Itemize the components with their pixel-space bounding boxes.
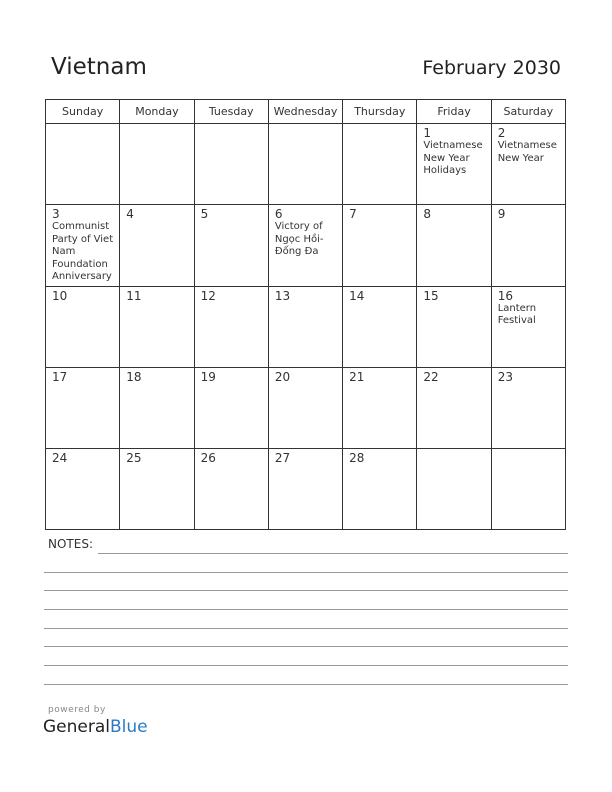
logo-general-text: General xyxy=(43,717,110,737)
holiday-label: Lantern Festival xyxy=(497,302,537,326)
day-cell xyxy=(343,367,417,448)
calendar-country-title: Vietnam xyxy=(51,54,147,80)
day-cell xyxy=(46,367,120,448)
day-cell xyxy=(268,367,342,448)
day-cell xyxy=(417,205,491,287)
week-row xyxy=(46,124,566,205)
day-cell xyxy=(120,286,194,367)
notes-line xyxy=(98,553,568,554)
day-number: 2 xyxy=(497,126,506,140)
day-number: 24 xyxy=(52,450,68,465)
day-cell xyxy=(268,448,342,529)
day-cell xyxy=(46,124,120,205)
logo-blue-text: Blue xyxy=(110,717,148,737)
day-number: 11 xyxy=(126,288,142,303)
day-number: 1 xyxy=(423,126,432,140)
day-number: 20 xyxy=(274,369,291,384)
day-cell xyxy=(491,124,565,205)
day-cell xyxy=(46,205,120,287)
day-cell xyxy=(343,124,417,205)
day-cell xyxy=(120,205,194,287)
holiday-label: Vietnamese New Year Holidays xyxy=(423,140,483,176)
day-number: 16 xyxy=(497,288,513,303)
day-cell xyxy=(46,448,120,529)
week-row xyxy=(46,286,566,367)
day-cell xyxy=(417,367,491,448)
day-cell xyxy=(194,124,268,205)
day-cell xyxy=(417,124,491,205)
day-cell xyxy=(268,124,342,205)
holiday-label: Vietnamese New Year xyxy=(497,140,557,164)
notes-line xyxy=(44,646,568,647)
day-cell xyxy=(491,205,565,287)
day-cell xyxy=(417,286,491,367)
day-cell xyxy=(343,205,417,287)
day-cell xyxy=(417,448,491,529)
calendar-grid xyxy=(45,99,566,530)
day-cell xyxy=(268,286,342,367)
day-number: 6 xyxy=(274,207,283,221)
day-number: 28 xyxy=(349,450,365,465)
day-cell xyxy=(194,367,268,448)
generalblue-logo xyxy=(43,717,148,737)
day-cell xyxy=(268,205,342,287)
day-number: 7 xyxy=(349,207,357,221)
day-cell xyxy=(343,448,417,529)
week-row xyxy=(46,367,566,448)
day-number: 8 xyxy=(423,207,432,221)
notes-label: NOTES: xyxy=(48,537,93,551)
calendar-month-title: February 2030 xyxy=(422,57,561,79)
weekday-header: Sunday xyxy=(46,100,120,124)
day-cell xyxy=(491,286,565,367)
weekday-header: Monday xyxy=(120,100,194,124)
day-cell xyxy=(491,448,565,529)
day-cell xyxy=(491,367,565,448)
notes-line xyxy=(44,572,568,573)
day-number: 19 xyxy=(200,369,216,384)
day-number: 25 xyxy=(126,450,142,465)
day-number: 18 xyxy=(126,369,142,384)
day-number: 26 xyxy=(200,450,216,465)
weekday-header: Friday xyxy=(417,100,491,124)
day-number: 27 xyxy=(274,450,291,465)
day-number: 12 xyxy=(200,288,216,303)
day-cell xyxy=(194,286,268,367)
day-number: 5 xyxy=(200,207,209,221)
day-number: 22 xyxy=(423,369,439,384)
notes-line xyxy=(44,590,568,591)
weekday-header: Wednesday xyxy=(268,100,342,124)
day-cell xyxy=(343,286,417,367)
day-number: 15 xyxy=(423,288,439,303)
week-row xyxy=(46,205,566,287)
holiday-label: Victory of Ngọc Hồi-Đống Đa xyxy=(274,221,324,257)
day-number: 14 xyxy=(349,288,365,303)
day-number: 3 xyxy=(52,207,60,221)
day-number: 13 xyxy=(274,288,291,303)
day-number: 21 xyxy=(349,369,365,384)
day-number: 10 xyxy=(52,288,68,303)
day-number: 9 xyxy=(497,207,506,221)
day-cell xyxy=(194,205,268,287)
day-cell xyxy=(194,448,268,529)
day-number: 4 xyxy=(126,207,134,221)
notes-line xyxy=(44,665,568,666)
holiday-label: Communist Party of Viet Nam Foundation Anniversary xyxy=(52,221,114,282)
day-cell xyxy=(120,367,194,448)
day-cell xyxy=(120,124,194,205)
weekday-header-row xyxy=(46,100,566,124)
notes-line xyxy=(44,684,568,685)
day-cell xyxy=(46,286,120,367)
weekday-header: Saturday xyxy=(491,100,565,124)
powered-by-text: powered by xyxy=(48,705,106,715)
weekday-header: Thursday xyxy=(343,100,417,124)
notes-line xyxy=(44,628,568,629)
notes-line xyxy=(44,609,568,610)
day-cell xyxy=(120,448,194,529)
weekday-header: Tuesday xyxy=(194,100,268,124)
day-number: 17 xyxy=(52,369,68,384)
week-row xyxy=(46,448,566,529)
day-number: 23 xyxy=(497,369,513,384)
